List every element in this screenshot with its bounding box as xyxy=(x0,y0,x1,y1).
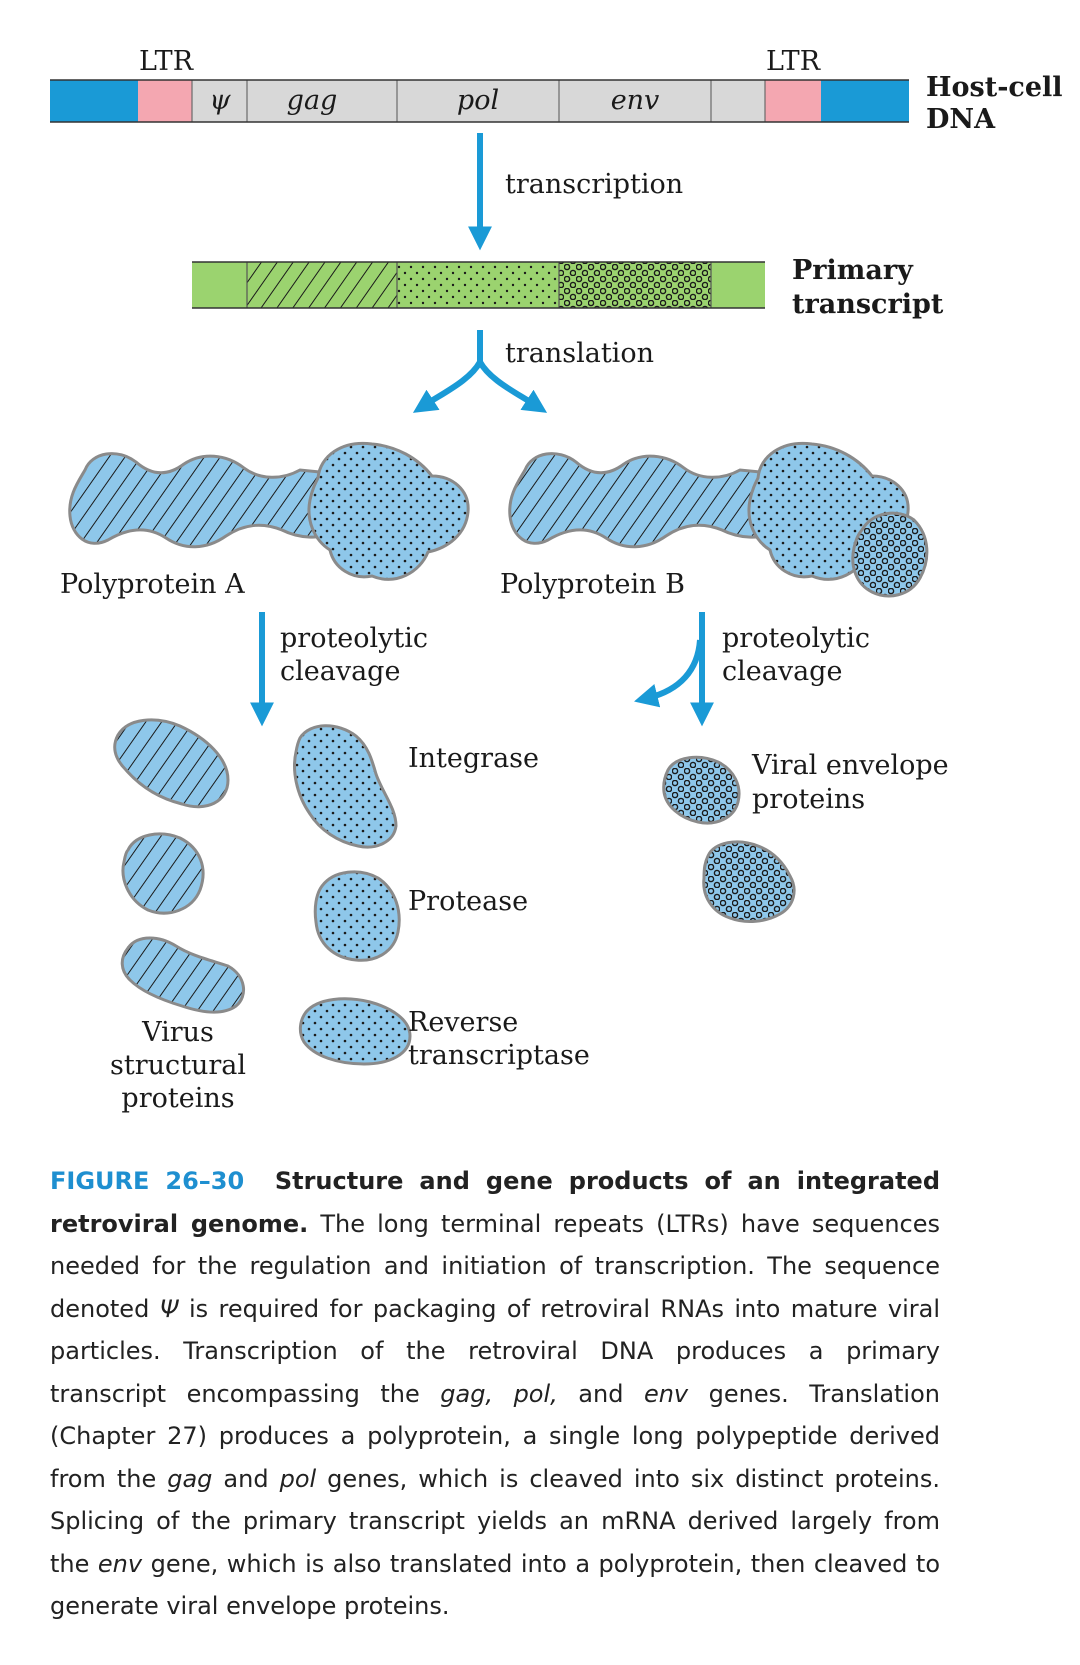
transcriptase-label: transcriptase xyxy=(408,1040,590,1071)
caption-text-5: and xyxy=(223,1464,269,1493)
polyprotein-a-label: Polyprotein A xyxy=(60,569,245,600)
structural-label-2: structural xyxy=(109,1050,247,1081)
gag-label: gag xyxy=(286,85,338,116)
figure-caption xyxy=(50,1160,940,1628)
envelope-label-1: Viral envelope xyxy=(752,750,949,781)
caption-pol: pol, xyxy=(513,1379,558,1408)
psi-label: ψ xyxy=(209,85,231,116)
structural-label-3: proteins xyxy=(121,1083,235,1114)
polyprotein-b-label: Polyprotein B xyxy=(500,569,685,600)
transcript-label: transcript xyxy=(792,289,944,320)
primary-transcript-bar xyxy=(192,262,765,308)
envelope-label-2: proteins xyxy=(752,784,866,815)
ltr-right-box xyxy=(765,80,821,122)
ltr-left-box xyxy=(138,80,192,122)
host-dna-left xyxy=(50,80,138,122)
cleavage-b-label-1: proteolytic xyxy=(722,623,871,654)
figure-title: Structure and gene products of an integrated retroviral genome. xyxy=(50,1167,940,1238)
pol-label: pol xyxy=(456,85,500,116)
env-label: env xyxy=(610,85,660,116)
dna-label: DNA xyxy=(926,104,996,135)
cleavage-a-label-2: cleavage xyxy=(280,656,401,687)
structural-protein-1 xyxy=(115,720,228,807)
caption-text-6: genes, which is cleaved into six distinct proteins. Splicing of the primary transcript yields an mRNA derived largely from the xyxy=(50,1464,940,1578)
caption-gag-2: gag xyxy=(167,1464,213,1493)
envelope-protein-1 xyxy=(664,757,739,823)
protease-protein xyxy=(315,872,399,960)
primary-label: Primary xyxy=(792,255,913,286)
protease-label: Protease xyxy=(408,886,529,917)
caption-text-4: genes. Translation (Chapter 27) produces a polyprotein, a single long polypeptide derived from the xyxy=(50,1379,940,1493)
caption-psi: Ψ xyxy=(159,1294,179,1323)
caption-text-1: The long terminal repeats (LTRs) have sequences needed for the regulation and initiation of transcription. The sequence denoted xyxy=(50,1209,940,1323)
translation-label: translation xyxy=(505,338,654,369)
structural-protein-2 xyxy=(123,834,203,913)
structural-label-1: Virus xyxy=(142,1017,214,1048)
caption-text-2: is required for packaging of retroviral RNAs into mature viral particles. Transcription of the retroviral DNA produces a primary transcript encompassing the xyxy=(50,1294,941,1408)
cleavage-b-label-2: cleavage xyxy=(722,656,843,687)
cleavage-a-label-1: proteolytic xyxy=(280,623,429,654)
integrase-label: Integrase xyxy=(408,743,540,774)
reverse-label: Reverse xyxy=(408,1007,519,1038)
envelope-protein-2 xyxy=(704,842,794,922)
structural-protein-3 xyxy=(122,938,243,1012)
caption-text-3: and xyxy=(578,1379,624,1408)
cleavage-b-arrow xyxy=(648,612,702,712)
caption-env-2: env xyxy=(97,1549,143,1578)
figure-number: FIGURE 26–30 xyxy=(50,1167,245,1195)
ltr-right-label: LTR xyxy=(765,46,821,77)
reverse-transcriptase-protein xyxy=(300,999,410,1064)
caption-gag: gag, xyxy=(440,1379,494,1408)
caption-env: env xyxy=(643,1379,689,1408)
caption-text-7: gene, which is also translated into a polyprotein, then cleaved to generate viral envelope proteins. xyxy=(50,1549,941,1620)
spacer-box xyxy=(711,80,765,122)
ltr-left-label: LTR xyxy=(138,46,194,77)
host-dna-right xyxy=(821,80,909,122)
caption-pol-2: pol xyxy=(279,1464,317,1493)
transcription-label: transcription xyxy=(505,169,684,200)
host-cell-label: Host-cell xyxy=(926,72,1063,103)
integrase-protein xyxy=(295,726,396,847)
polyprotein-a-shape xyxy=(70,443,468,579)
